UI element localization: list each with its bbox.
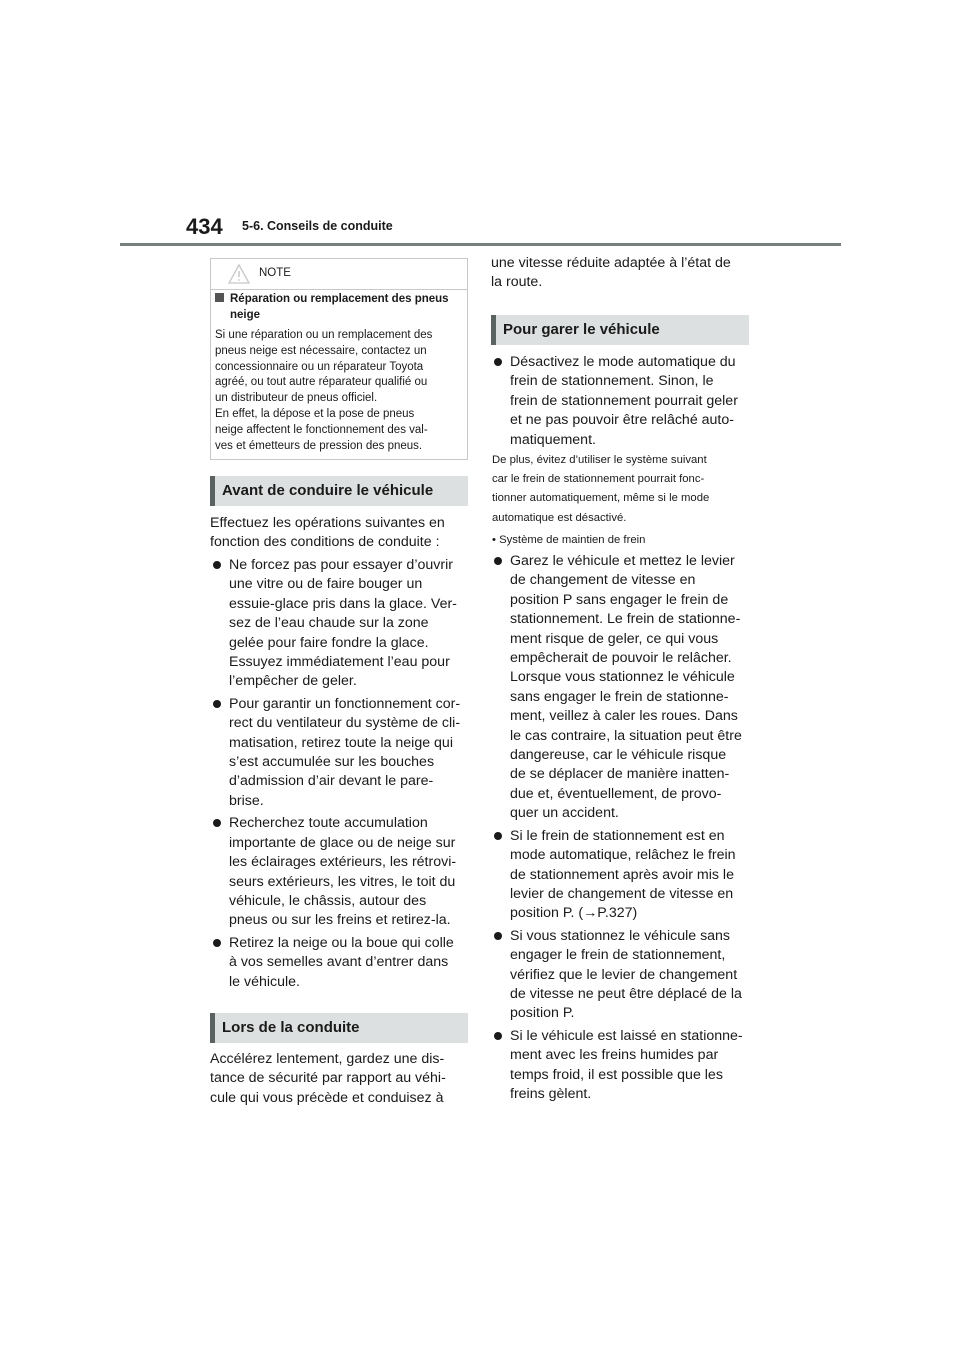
list-item: Retirez la neige ou la boue qui colle à vos semelles avant d’entrer dans le véhicule. [211, 934, 469, 992]
list-item: Pour garantir un fonctionnement cor- rect du ventilateur du système de cli- matisation, retirez toute la neige qui s’est accumulée sur les bouches d’admission d’air devant le pare- brise. [211, 695, 469, 811]
avant-bullet-list [211, 556, 469, 995]
heading-avant-de-conduire: Avant de conduire le véhicule [210, 476, 468, 506]
list-item: Désactivez le mode automatique du frein de stationnement. Sinon, le frein de stationnement pourrait geler et ne pas pouvoir être relâché auto- matiquement. [492, 353, 754, 450]
note-label: NOTE [259, 267, 291, 279]
bullet-dot-icon [213, 700, 221, 708]
square-bullet-icon [215, 293, 224, 302]
garer-bullet-first [492, 353, 754, 453]
heading-pour-garer: Pour garer le véhicule [491, 315, 749, 345]
page-number: 434 [186, 214, 223, 239]
bullet-dot-icon [213, 819, 221, 827]
warning-triangle-icon [227, 263, 251, 285]
note-box [210, 258, 468, 460]
bullet-dot-icon [494, 1032, 502, 1040]
list-item: Ne forcez pas pour essayer d’ouvrir une vitre ou de faire bouger un essuie-glace pris dans la glace. Ver- sez de l’eau chaude sur la zone gelée pour faire fondre la glace. Essuyez immédiatement l’eau pour l’empêcher de geler. [211, 556, 469, 692]
bullet-dot-icon [494, 557, 502, 565]
lors-paragraph-part1: Accélérez lentement, gardez une dis- tance de sécurité par rapport au véhi- cule qui vous précède et conduisez à [210, 1051, 446, 1106]
bullet-dot-icon [494, 932, 502, 940]
list-item: Si vous stationnez le véhicule sans engager le frein de stationnement, vérifiez que le levier de changement de vitesse ne peut être déplacé de la position P. [492, 927, 754, 1024]
header-rule [120, 243, 841, 246]
section-title: 5-6. Conseils de conduite [242, 219, 393, 233]
bullet-dot-icon [213, 561, 221, 569]
list-item: Recherchez toute accumulation importante de glace ou de neige sur les éclairages extérieurs, les rétrovi- seurs extérieurs, les vitres, le toit du véhicule, le châssis, autour des pneus ou sur les freins et retirez-la. [211, 814, 469, 930]
note-title: Réparation ou remplacement des pneus neige [215, 292, 463, 323]
bullet-dot-icon [494, 832, 502, 840]
garer-small-note: De plus, évitez d’utiliser le système suivant car le frein de stationnement pourrait fonc- tionner automatiquement, même si le mode automatique est désactivé. [492, 454, 710, 524]
note-body: Si une réparation ou un remplacement des pneus neige est nécessaire, contactez un concessionnaire ou un réparateur Toyota agréé, ou tout autre réparateur qualifié ou un distributeur de pneus officiel. En effet, la dépose et la pose de pneus neige affectent le fonctionnement des val- ves et émetteurs de pression des pneus. [215, 329, 433, 452]
list-item: Garez le véhicule et mettez le levier de changement de vitesse en position P sans engager le frein de stationnement. Le frein de stationne- ment risque de geler, ce qui vous empêcherait de pouvoir le relâcher. Lorsque vous stationnez le véhicule sans engager le frein de stationne- ment, veillez à caler les roues. Dans le cas contraire, la situation peut être dangereuse, car le véhicule risque de se déplacer de manière inatten- due et, éventuellement, de provo- quer un accident. [492, 552, 754, 824]
bullet-dot-icon [494, 358, 502, 366]
bullet-dot-icon [213, 939, 221, 947]
heading-lors-de-la-conduite: Lors de la conduite [210, 1013, 468, 1043]
avant-intro: Effectuez les opérations suivantes en fonction des conditions de conduite : [210, 515, 445, 551]
list-item: Si le véhicule est laissé en stationne- ment avec les freins humides par temps froid, il est possible que les freins gèlent. [492, 1027, 754, 1105]
list-item: Si le frein de stationnement est en mode automatique, relâchez le frein de stationnement après avoir mis le levier de changement de vitesse en position P. (→P.327) [492, 827, 754, 924]
lors-paragraph-part2: une vitesse réduite adaptée à l’état de la route. [491, 255, 731, 291]
garer-sub-item: • Système de maintien de frein [492, 534, 646, 546]
note-header [211, 259, 467, 290]
garer-bullet-list [492, 552, 754, 1107]
